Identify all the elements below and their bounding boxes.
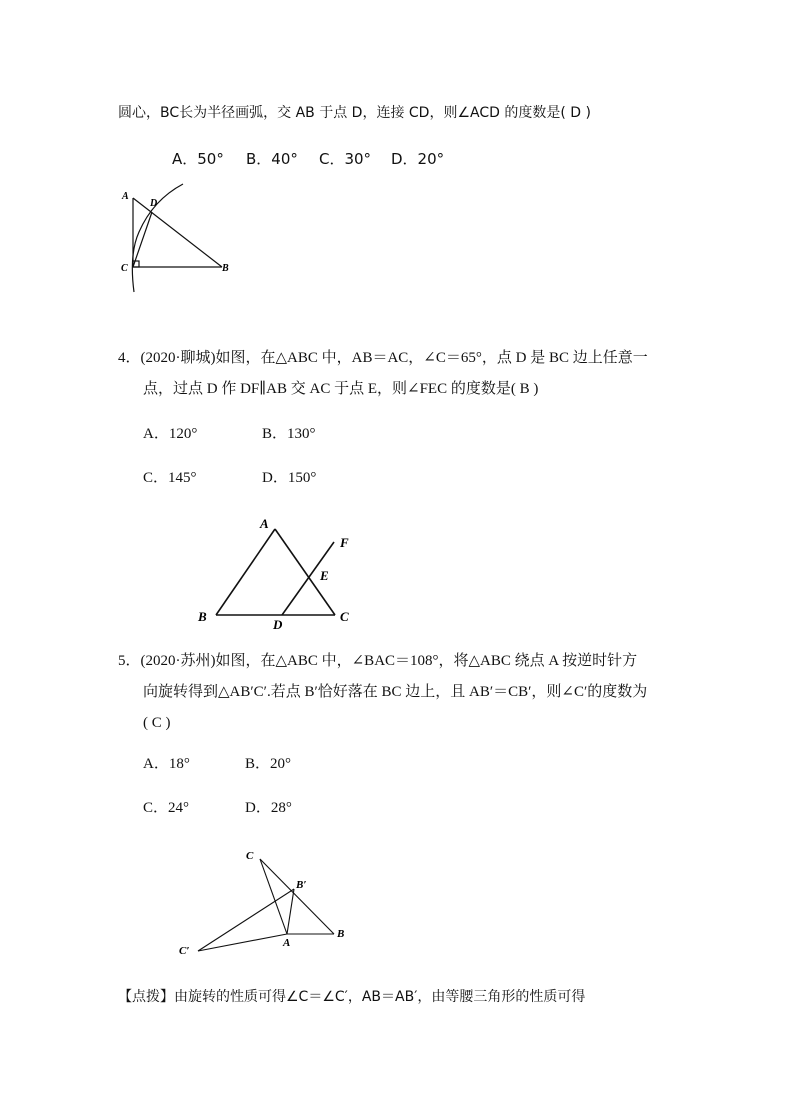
q3-option-b: B．40°: [246, 150, 298, 168]
q3-arc: [132, 184, 183, 292]
q5-label-a: A: [283, 937, 291, 949]
q3-label-d: D: [150, 198, 158, 209]
q4-label-f: F: [340, 535, 349, 550]
q5-stem-line1: 5．(2020·苏州)如图，在△ABC 中，∠BAC＝108°，将△ABC 绕点 A 按逆时针方: [118, 653, 638, 669]
q3-segment-ab: [133, 198, 222, 267]
q5-option-c: C．24°: [143, 800, 190, 816]
q4-option-c: C．145°: [143, 470, 197, 486]
q5-segment-ab1: [287, 889, 294, 934]
q5-option-d: D．28°: [245, 800, 292, 816]
q5-figure: [176, 842, 356, 960]
hint-text: 【点拨】由旋转的性质可得∠C＝∠C′，AB＝AB′，由等腰三角形的性质可得: [118, 989, 586, 1005]
q3-label-c: C: [121, 263, 128, 274]
q4-option-d: D．150°: [262, 470, 317, 486]
q3-option-d: D．20°: [391, 150, 445, 168]
q4-segment-ab: [216, 529, 275, 615]
q3-stem-tail: 圆心，BC长为半径画弧，交 AB 于点 D，连接 CD，则∠ACD 的度数是( D ): [118, 105, 591, 121]
q4-label-e: E: [320, 568, 329, 583]
q5-option-a: A．18°: [143, 756, 190, 772]
q3-label-a: A: [122, 191, 129, 202]
q4-option-a: A．120°: [143, 426, 198, 442]
q3-figure: [115, 182, 245, 294]
q4-option-b: B．130°: [262, 426, 316, 442]
q4-label-a: A: [260, 516, 269, 531]
q4-label-d: D: [273, 617, 283, 632]
q4-stem-line2: 点，过点 D 作 DF∥AB 交 AC 于点 E，则∠FEC 的度数是( B ): [143, 381, 539, 397]
q4-stem-line1: 4．(2020·聊城)如图，在△ABC 中，AB＝AC，∠C＝65°，点 D 是 BC 边上任意一: [118, 350, 648, 366]
q5-stem-line2: 向旋转得到△AB′C′.若点 B′恰好落在 BC 边上，且 AB′＝CB′，则∠C′的度数为: [143, 684, 648, 700]
q3-option-c: C．30°: [319, 150, 372, 168]
q5-label-b: B: [337, 928, 345, 940]
q5-stem-line3: ( C ): [143, 715, 171, 731]
q4-figure: [192, 512, 367, 632]
q5-label-c-prime: C′: [179, 945, 190, 957]
q4-label-c: C: [340, 609, 349, 624]
q4-label-b: B: [198, 609, 207, 624]
q3-option-a: A．50°: [172, 150, 224, 168]
q5-segment-cb: [260, 859, 334, 934]
q5-label-c: C: [246, 850, 254, 862]
q5-option-b: B．20°: [245, 756, 292, 772]
q5-label-b-prime: B′: [296, 879, 307, 891]
q3-label-b: B: [222, 263, 229, 274]
